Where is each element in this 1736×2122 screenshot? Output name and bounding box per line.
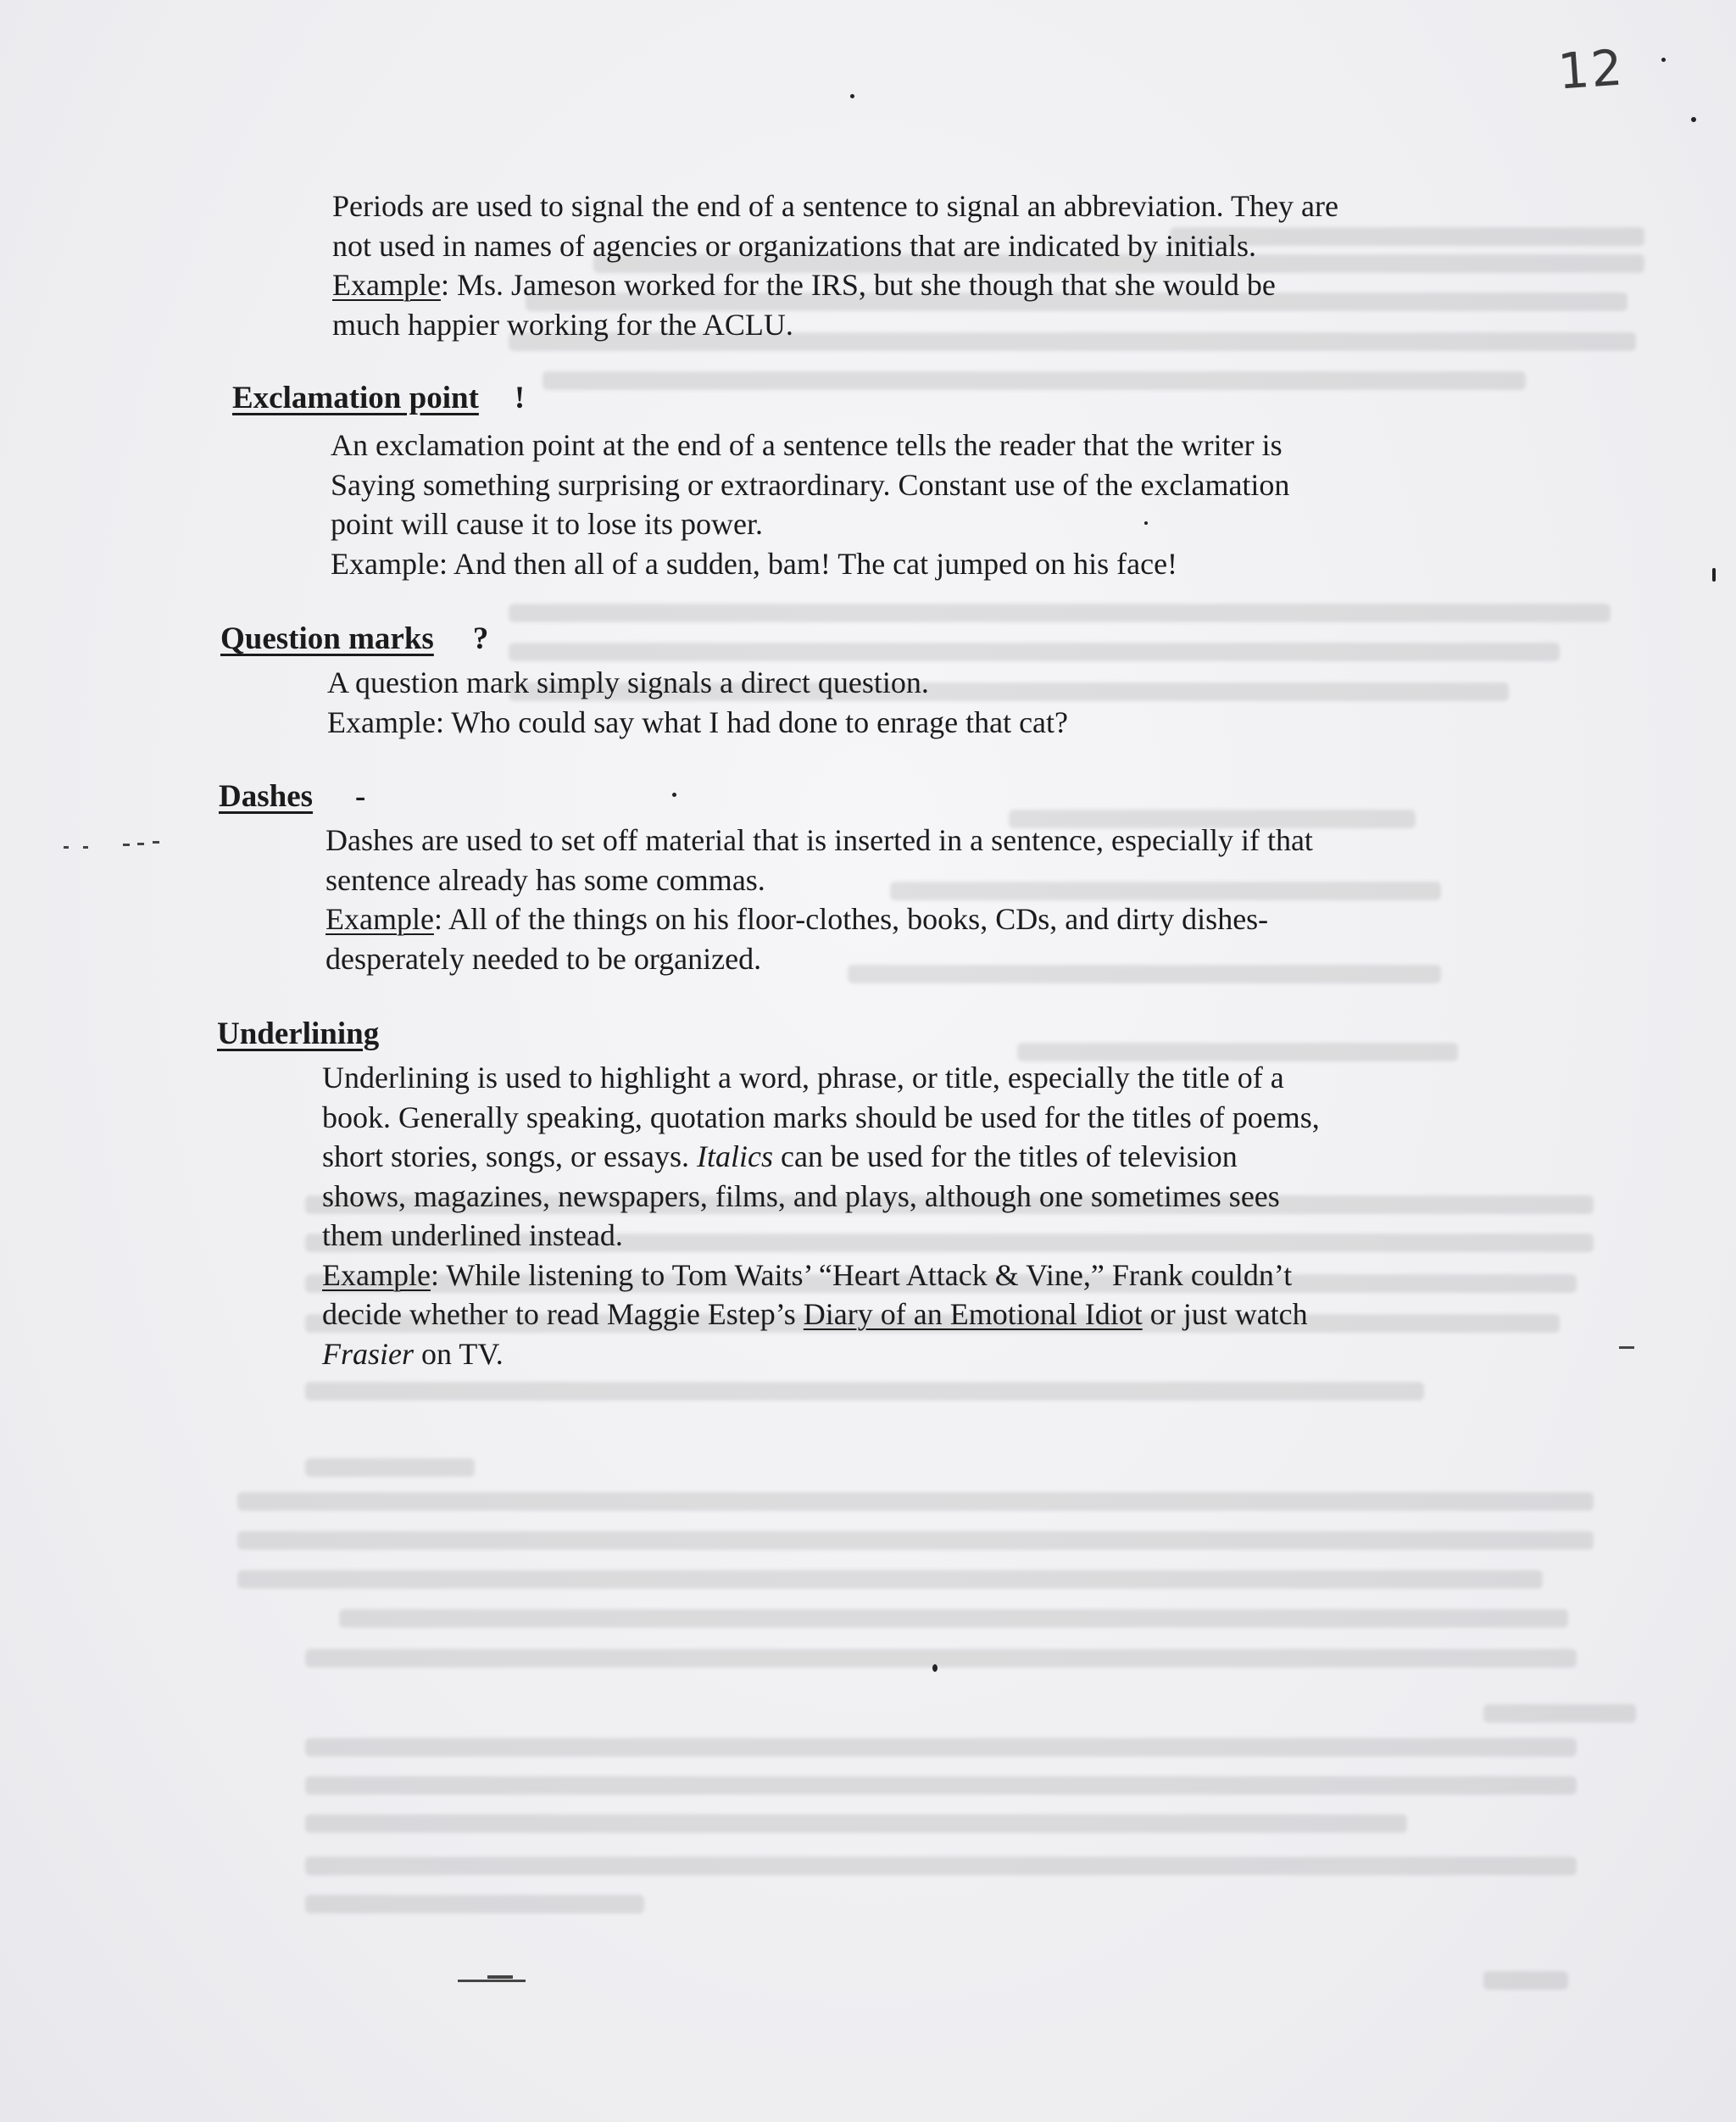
dashes-line-1: Dashes are used to set off material that is inserted in a sentence, especially if that (326, 823, 1313, 857)
scan-speck (850, 94, 854, 98)
scan-mark (64, 846, 69, 849)
dashes-line-2: sentence already has some commas. (326, 862, 765, 897)
scan-speck (672, 793, 676, 797)
exclamation-line-3: point will cause it to lose its power. (331, 507, 763, 541)
scan-mark (458, 1980, 526, 1982)
example-label: Example (332, 268, 441, 302)
periods-example: Example: Ms. Jameson worked for the IRS, but she though that she would be (332, 268, 1276, 302)
periods-paragraph (332, 187, 1338, 344)
heading-title: Underlining (217, 1016, 380, 1051)
scan-speck (1661, 58, 1666, 62)
underlining-line-3: short stories, songs, or essays. Italics can be used for the titles of television (322, 1139, 1238, 1173)
exclamation-paragraph (331, 426, 1289, 583)
exclamation-line-1: An exclamation point at the end of a sentence tells the reader that the writer is (331, 428, 1283, 462)
periods-line-2: not used in names of agencies or organizations that are indicated by initials. (332, 228, 1257, 263)
example-label: Example (326, 902, 434, 936)
exclamation-line-2: Saying something surprising or extraordinary. Constant use of the exclamation (331, 467, 1290, 502)
underlining-paragraph (322, 1058, 1320, 1373)
scan-mark (1619, 1346, 1634, 1349)
heading-title: Question marks (220, 621, 434, 656)
scan-speck (1691, 117, 1696, 122)
example-label: Example (322, 1257, 431, 1292)
underlining-example-end: Frasier on TV. (322, 1336, 504, 1371)
heading-title: Dashes (219, 779, 314, 814)
punctuation-mark: - (355, 779, 366, 814)
show-title: Frasier (322, 1336, 414, 1371)
question-heading (220, 621, 488, 657)
handwritten-page-number: 12 (1555, 38, 1627, 101)
exclamation-heading (232, 380, 525, 416)
book-title: Diary of an Emotional Idiot (803, 1297, 1143, 1331)
question-example: Example: Who could say what I had done to enrage that cat? (327, 705, 1069, 739)
scan-speck (1144, 521, 1148, 525)
underlining-example-cont: decide whether to read Maggie Estep’s Diary of an Emotional Idiot or just watch (322, 1297, 1308, 1331)
underlining-heading (217, 1016, 379, 1052)
underlining-line-5: them underlined instead. (322, 1218, 623, 1252)
question-line-1: A question mark simply signals a direct question. (327, 666, 929, 699)
scan-mark (137, 843, 144, 845)
scan-mark (123, 844, 130, 846)
punctuation-mark: ? (472, 621, 489, 656)
dashes-heading (219, 778, 365, 815)
scan-mark (83, 846, 88, 849)
periods-example-cont: much happier working for the ACLU. (332, 307, 793, 342)
scan-speck (1712, 568, 1716, 582)
question-paragraph (327, 663, 1068, 742)
italics-word: Italics (696, 1139, 773, 1173)
underlining-line-2: book. Generally speaking, quotation marks should be used for the titles of poems, (322, 1100, 1320, 1134)
dashes-example: Example: All of the things on his floor-clothes, books, CDs, and dirty dishes- (326, 902, 1269, 936)
exclamation-example: Example: And then all of a sudden, bam! The cat jumped on his face! (331, 546, 1178, 581)
dashes-example-cont: desperately needed to be organized. (326, 941, 762, 976)
punctuation-mark: ! (514, 381, 526, 415)
dashes-paragraph (326, 821, 1313, 978)
periods-line-1: Periods are used to signal the end of a sentence to signal an abbreviation. They are (332, 189, 1338, 223)
underlining-line-4: shows, magazines, newspapers, films, and plays, although one sometimes sees (322, 1178, 1280, 1213)
underlining-example: Example: While listening to Tom Waits’ “Heart Attack & Vine,” Frank couldn’t (322, 1257, 1293, 1292)
scan-mark (487, 1975, 513, 1979)
underlining-line-1: Underlining is used to highlight a word, phrase, or title, especially the title of a (322, 1061, 1284, 1094)
scan-mark (153, 841, 159, 844)
scan-speck (932, 1664, 938, 1672)
heading-title: Exclamation point (232, 381, 479, 415)
